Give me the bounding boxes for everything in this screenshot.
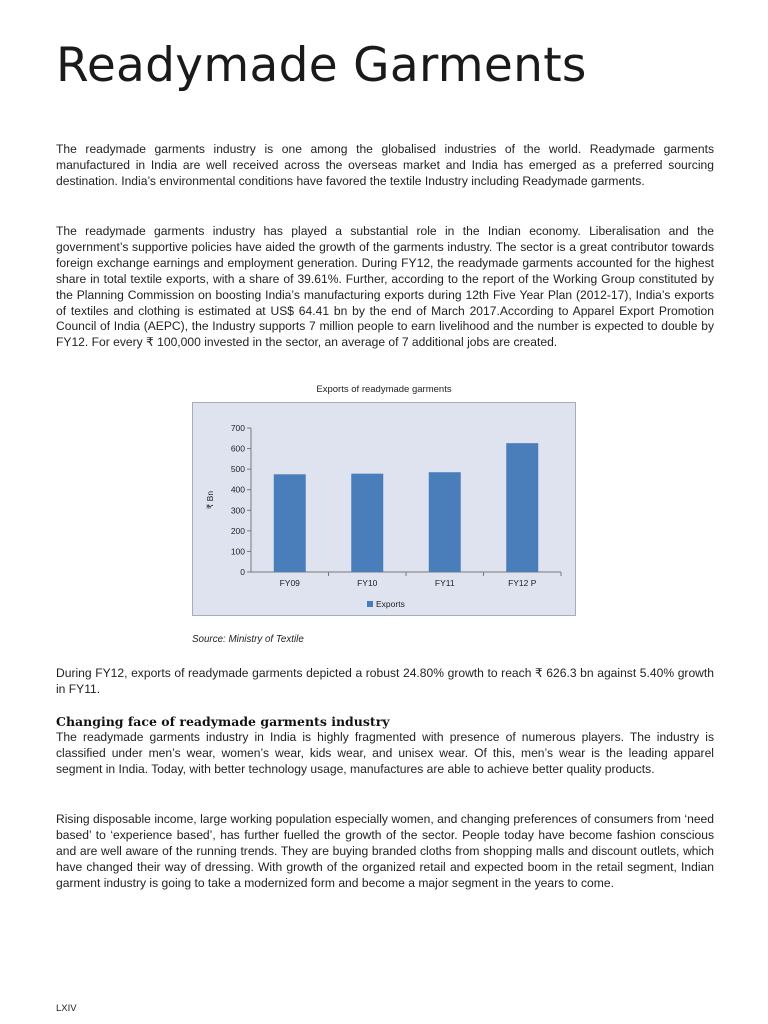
y-tick-label: 200	[230, 525, 245, 536]
chart-source: Source: Ministry of Textile	[192, 634, 304, 645]
x-tick-label: FY09	[279, 578, 300, 588]
y-tick-label: 400	[230, 484, 245, 495]
chart-title: Exports of readymade garments	[316, 384, 452, 395]
page-number: LXIV	[56, 1003, 77, 1014]
paragraph-intro: The readymade garments industry is one among the globalised industries of the world. Readymade garments manufactured in India are well received across the overseas market and India has emerged as a preferred sourcing destination. India’s environmental conditions have favored the textile Industry including Readymade garments.	[56, 142, 714, 188]
page-title: Readymade Garments	[56, 38, 587, 93]
bar-fy09	[274, 474, 306, 572]
y-tick-label: 0	[240, 567, 245, 577]
legend-swatch	[367, 601, 373, 607]
bar-fy12-p	[506, 443, 538, 572]
y-tick-label: 600	[230, 443, 245, 454]
y-axis-label: ₹ Bn	[205, 490, 215, 510]
y-tick-label: 700	[230, 423, 245, 433]
paragraph-economy: The readymade garments industry has played a substantial role in the Indian economy. Liberalisation and the government’s supportive policies have aided the growth of the garments industry. The sector is a great contributor towards foreign exchange earnings and employment generation. During FY12, the readymade garments accounted for the highest share in total textile exports, with a share of 39.61%. Further, according to the report of the Working Group constituted by the Planning Commission on boosting India’s manufacturing exports during 12th Five Year Plan (2012-17), India’s exports of textiles and clothing is estimated at US$ 64.41 bn by the end of March 2017.According to Apparel Export Promotion Council of India (AEPC), the Industry supports 7 million people to earn livelihood and the number is expected to double by FY12. For every ₹ 100,000 invested in the sector, an average of 7 additional jobs are created.	[56, 224, 714, 350]
chart-plot-area	[192, 402, 576, 616]
x-tick-label: FY11	[434, 578, 455, 588]
section-heading: Changing face of readymade garments industry	[56, 714, 390, 729]
y-tick-label: 300	[230, 505, 245, 516]
paragraph-growth: Rising disposable income, large working population especially women, and changing preferences of consumers from ‘need based’ to ‘experience based’, has further fuelled the growth of the sector. People today have become fashion conscious and are well aware of the running trends. They are buying branded cloths from shopping malls and discount outlets, which have changed their way of dressing. With growth of the organized retail and expected boom in the retail segment, Indian garment industry is going to take a modernized form and become a major segment in the years to come.	[56, 812, 714, 890]
x-tick-label: FY12 P	[508, 578, 537, 588]
y-tick-label: 100	[230, 546, 245, 557]
bar-fy11	[429, 472, 461, 572]
x-tick-label: FY10	[357, 578, 378, 588]
y-tick-label: 500	[230, 464, 245, 475]
chart-svg	[193, 403, 577, 617]
paragraph-fragmented: The readymade garments industry in India is highly fragmented with presence of numerous players. The industry is classified under men’s wear, women’s wear, kids wear, and unisex wear. Of this, men’s wear is the leading apparel segment in India. Today, with better technology usage, manufactures are able to achieve better quality products.	[56, 730, 714, 776]
bar-fy10	[351, 474, 383, 572]
paragraph-exports: During FY12, exports of readymade garments depicted a robust 24.80% growth to reach ₹ 626.3 bn against 5.40% growth in FY11.	[56, 666, 714, 696]
legend-label: Exports	[376, 599, 405, 609]
